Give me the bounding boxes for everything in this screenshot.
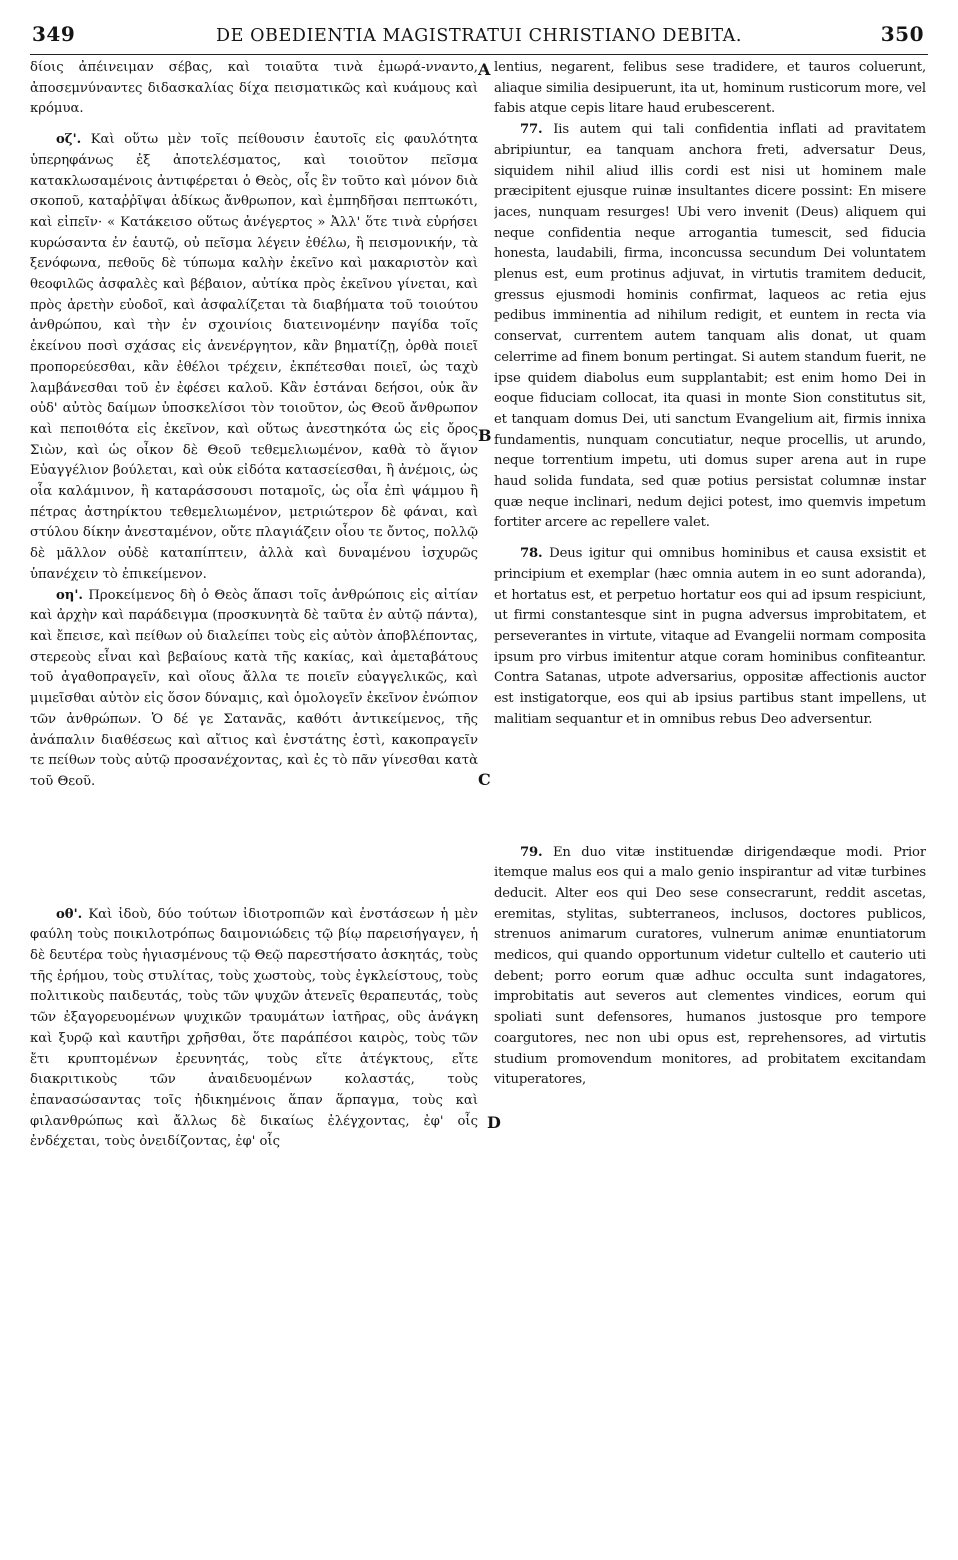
greek-section-78 (30, 586, 478, 793)
greek-section-79-text: Καὶ ἰδοὺ, δύο τούτων ἰδιοτροπιῶν καὶ ἐνστάσεων ἡ μὲν φαύλη τοὺς ποικιλοτρόπως δαιμονιώδεις τῷ βίῳ παρεισήγαγεν, ἡ δὲ δευτέρα τοὺς ἡγιασμένους τῷ Θεῷ παρεστήσατο ἀσκητάς, τοὺς τῆς ἐρήμου, τοὺς στυλίτας, τοὺς χωστοὺς, τοὺς ἐγκλείστους, τοὺς πολιτικοὺς παιδευτάς, τοὺς τῶν ψυχῶν ἀτενεῖς θεραπευτάς, τοὺς τῶν ἐξαγορευομένων ψυχικῶν τραυμάτων ἰατῆρας, οὓς ἀνάγκη καὶ ξυρῷ καὶ καυτῆρι χρῆσθαι, ὅτε παράπέσοι καιρὸς, τοὺς τῶν ἔτι κρυπτομένων ἐρευνητάς, τοὺς εἴτε ἀτέγκτους, εἴτε διακριτικοὺς τῶν ἀναιδευομένων κολαστάς, τοὺς ἐπανασώσαντας τοῖς ἠδικημένοις ἅπαν ἅρπαγμα, τοὺς καὶ φιλανθρώπως καὶ ἄλλως δὲ δικαίως ἐλέγχοντας, ἐφ' οἷς ἐνδέχεται, τοὺς ὀνειδίζοντας, ἐφ' οἷς (30, 906, 478, 1150)
greek-section-78-text: Προκείμενος δὴ ὁ Θεὸς ἅπασι τοῖς ἀνθρώποις εἰς αἰτίαν καὶ ἀρχὴν καὶ παράδειγμα (προσκυνητὰ δὲ ταῦτα ἐν αὐτῷ πάντα), καὶ ἔπεισε, καὶ πείθων οὐ διαλείπει τοὺς εἰς αὐτὸν ἀποβλέποντας, στερεοὺς εἶναι καὶ βεβαίους κατὰ τῆς κακίας, καὶ ἀμεταβάτους τοῦ ἀγαθοπραγεῖν, καὶ οἵους ἄλλα τε ποιεῖν εὐαγγελικῶς, καὶ μιμεῖσθαι αὐτὸν εἰς ὅσον δύναμις, καὶ ὁμολογεῖν ἐκεῖνον ἐνώπιον τῶν ἀνθρώπων. Ὁ δέ γε Σατανᾶς, καθότι ἀντικείμενος, τῆς ἀνάπαλιν διαθέσεως καὶ αἴτιος καὶ ἐνστάτης ἐστὶ, κακοπραγεῖν τε πείθων τοὺς αὐτῷ προσανέχοντας, καὶ ἐς τὸ πᾶν γίνεσθαι κατὰ τοῦ Θεοῦ. (30, 587, 478, 789)
greek-section-77-text: Καὶ οὕτω μὲν τοῖς πείθουσιν ἑαυτοῖς εἰς φαυλότητα ὑπερηφάνως ἐξ ἀποτελέσματος, καὶ τοιοῦτον πεῖσμα κατακλωσαμένοις ἀντιφέρεται ὁ Θεὸς, οἷς ἓν τοῦτο καὶ μόνον διὰ σκοποῦ, καταῤῥῖψαι ἀδίκως ἄνθρωπον, καὶ ἐμπηδῆσαι πεπτωκότι, καὶ εἰπεῖν· « Κατάκεισο οὕτως ἀνέγερτος » Ἀλλ' ὅτε τινὰ εὑρήσει κυρώσαντα ἐν ἑαυτῷ, οὐ πεῖσμα λέγειν ἐθέλω, ἢ πεισμονικήν, τὰ ξενόφωνα, πεθοῦς δὲ τύπωμα καλὴν ἐκεῖνο καὶ μακαριστὸν καὶ θεοφιλῶς ἀσφαλὲς καὶ βέβαιον, αὐτίκα πρὸς ἐκεῖνου γίνεται, καὶ πρὸς ἀρετὴν εὐοδοῖ, καὶ ἀσφαλίζεται τὰ διαβήματα τοῦ τοιούτου ἀνθρώπου, καὶ τὴν ἐν σχοινίοις διατεινομένην παγίδα τοῖς ἐκείνου ποσὶ σχάσας εἰς ἀνενέργητον, κἂν βηματίζῃ, ὀρθὰ ποιεῖ προπορεύεσθαι, κἂν ἐθέλοι τρέχειν, ἐκπέτεσθαι ποιεῖ, ὡς ταχὺ λαμβάνεσθαι τοῦ ἐν ἐφέσει καλοῦ. Κἂν ἑστάναι δεήσοι, οὐκ ἂν οὐδ' αὐτὸς δαίμων ὑποσκελίσοι τὸν τοιοῦτον, ὡς Θεοῦ ἄνθρωπον καὶ πεποιθότα εἰς ἐκεῖνον, καὶ οὕτως ἀνεστηκότα ὡς εἰς ὄρος Σιὼν, καὶ ὡς οἶκον δὲ Θεοῦ τεθεμελιωμένον, καθὰ τὸ ἅγιον Εὐαγγέλιον βούλεται, καὶ οὐκ εἰδότα κατασείεσθαι, ἢ ἀνέμοις, ὡς οἷα καλάμινον, ἢ καταράσσουσι ποταμοῖς, ὡς οἷα ἐπὶ ψάμμου ἢ πέτρας ἀστηρίκτου τεθεμελιωμένον, μετριώτερον δὲ φάναι, καὶ στύλου δίκην ἀνεσταμένον, οὔτε πλαγιάζειν οἷου τε ὄντος, πολλῷ δὲ μᾶλλον οὐδὲ καταπίπτειν, ἀλλὰ καὶ δυναμένου ἰσχυρῶς ὑπανέχειν τὸ ἐπικείμενον. (30, 132, 478, 582)
running-header (30, 20, 928, 55)
greek-section-79 (30, 905, 478, 1153)
latin-intro-paragraph: lentius, negarent, felibus sese tradidere, et tauros coluerunt, aliaque similia desipuerunt, ita ut, hominum rusticorum more, vel fabis atque cepis litare haud erubescerent. (494, 60, 926, 117)
right-page-number: 350 (880, 22, 924, 46)
latin-section-78-text: Deus igitur qui omnibus hominibus et causa exsistit et principium et exemplar (hæc omnia autem in eo sunt adoranda), et hortatus est, et perpetuo hortatur eos qui ad ipsum respiciunt, ut firmi constantesque sint in pugna adversus improbitatem, et perseverantes in virtute, vitaque ad Evangelii normam composita ipsum pro virbus imitentur atque coram hominibus confiteantur. Contra Satanas, utpote adversarius, oppositæ affectionis auctor est instigatorque, eos qui ab ipsius partibus stant impellens, ut malitiam sequantur et in omnibus rebus Deo adversentur. (494, 546, 926, 727)
latin-section-78 (494, 544, 926, 730)
latin-section-77-number: 77. (520, 122, 543, 138)
margin-marker-a: A (478, 60, 491, 79)
latin-section-79-text: En duo vitæ instituendæ dirigendæque modi. Prior itemque malus eos qui a malo genio inspirantur ad vitæ turbines deducit. Alter eos qui Deo sese consecrarunt, reddit ascetas, eremitas, stylitas, subterraneos, inclusos, doctores publicos, strenuos animarum curatores, vulnerum animæ enuntiatorum medicos, qui quando opportunum videtur cultello et cauterio uti debent; porro eorum quæ adhuc occulta sunt indagatores, improbitatis aut severos aut clementes vindices, eorum qui spoliati sunt defensores, humanos justosque pro tempore coargutores, nec non ubi opus est, reprehensores, ad virtutis studium promovendum monitores, ad probitatem excitandam vituperatores, (494, 844, 926, 1088)
latin-section-78-number: 78. (520, 546, 543, 562)
latin-section-79-number: 79. (520, 844, 543, 860)
greek-column (30, 58, 478, 1552)
greek-section-77-number: οζ'. (56, 132, 82, 148)
margin-marker-c: C (478, 770, 491, 789)
greek-intro-paragraph: δίοις ἀπέινειμαν σέβας, καὶ τοιαῦτα τινὰ ἐμωρά-νναντο, ἀποσεμνύναντες διδασκαλίας δίχα πεισματικῶς καὶ κυάμους καὶ κρόμυα. (30, 60, 478, 117)
latin-column (494, 58, 926, 1552)
running-title: DE OBEDIENTIA MAGISTRATUI CHRISTIANO DEBITA. (215, 26, 743, 46)
latin-section-77 (494, 120, 926, 534)
greek-section-78-number: οη'. (56, 587, 84, 603)
margin-marker-d: D (487, 1113, 501, 1132)
greek-section-79-number: οθ'. (56, 906, 83, 922)
margin-marker-b: B (478, 426, 492, 445)
left-page-number: 349 (32, 22, 76, 46)
latin-section-77-text: Iis autem qui tali confidentia inflati ad pravitatem abripiuntur, ea tanquam anchora freti, adversatur Deus, siquidem nihil aliud illis cordi est nisi ut hominem male præcipitent ejusque ruinæ insultantes dicere possint: En misere jaces, nunquam resurges! Ubi vero invenit (Deus) aliquem qui neque confidentia neque arrogantia tumescit, sed fiducia honesta, laudabili, firma, inconcussa secundum Dei voluntatem plenus est, eum protinus adjuvat, in virtutis tramitem deducit, gressus ejusmodi hominis confirmat, laqueos ac retia ejus pedibus imminentia ad nihilum redigit, et euntem in recta via conservat, currentem autem tanquam alis donat, ut quam celerrime ad finem bonum pertingat. Si autem standum fuerit, ne ipse quidem diabolus eum supplantabit; est enim homo Dei in eoque fiduciam collocat, ita quasi in monte Sion constitutus sit, et tanquam domus Dei, uti sanctum Evangelium ait, firmis innixa fundamentis, nunquam concutiatur, neque procellis, ut arundo, neque torrentium impetu, uti domus super arena aut in rupe haud solida fundata, sed quæ potius persistat columnæ instar quæ neque inclinari, nedum dejici potest, imo quemvis impetum fortiter arcere ac repellere valet. (494, 122, 926, 531)
greek-section-77 (30, 130, 478, 585)
latin-section-79 (494, 843, 926, 1091)
